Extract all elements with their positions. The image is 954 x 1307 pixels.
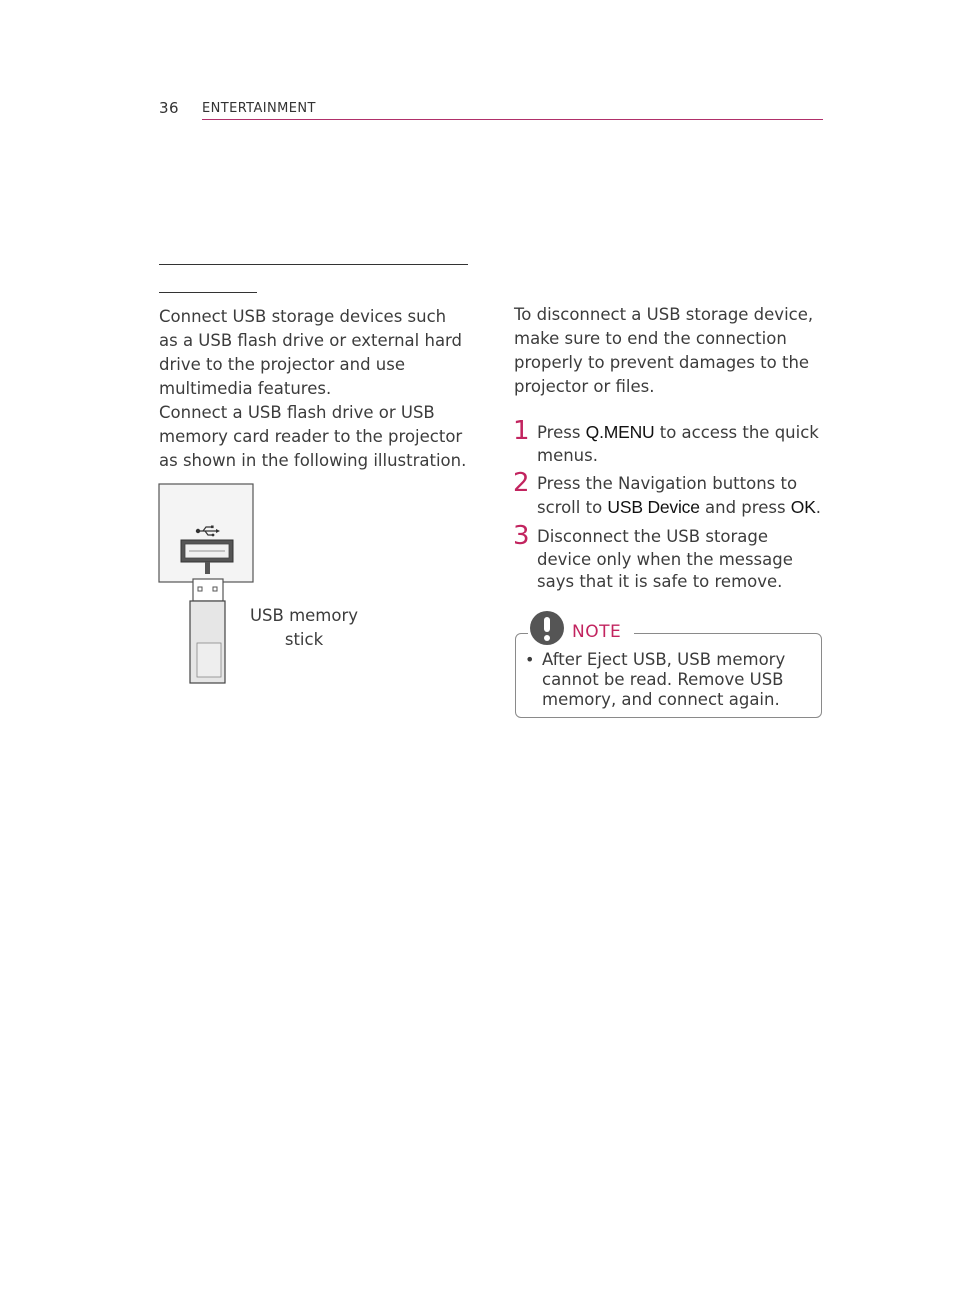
step-2-text: [537, 473, 827, 519]
step-2-key-usb-device: USB Device: [607, 496, 700, 517]
step-2-number: 2: [513, 468, 530, 498]
section-rule: [159, 264, 468, 265]
page-number: 36: [159, 99, 180, 117]
step-2-pre: Press the Navigation buttons to scroll to: [537, 474, 798, 517]
intro-paragraph: Connect USB storage devices such as a USB flash drive or external hard drive to the projector and use multimedia features.: [159, 307, 463, 398]
step-3-text: Disconnect the USB storage device only when the message says that it is safe to remove.: [537, 527, 793, 591]
step-1-text: [537, 421, 827, 467]
subsection-rule: [159, 292, 257, 293]
step-2-mid: and press: [699, 497, 791, 517]
connect-paragraph: Connect a USB flash drive or USB memory card reader to the projector as shown in the following illustration.: [159, 403, 467, 470]
header-rule: [202, 119, 823, 120]
section-title: ENTERTAINMENT: [202, 101, 316, 116]
note-text: After Eject USB, USB memory cannot be read. Remove USB memory, and connect again.: [542, 650, 786, 709]
disconnect-intro: To disconnect a USB storage device, make sure to end the connection properly to prevent damages to the projector or files.: [514, 305, 814, 396]
step-1-key: Q.MENU: [585, 422, 655, 442]
step-1-post: to access the quick menus.: [537, 423, 819, 465]
step-2-post: .: [815, 497, 821, 517]
step-3-number: 3: [513, 521, 530, 551]
step-1-pre: Press: [537, 423, 586, 442]
exclamation-icon: [530, 611, 564, 645]
usb-memory-stick-label: USB memory stick: [249, 606, 359, 649]
note-title: NOTE: [572, 622, 622, 642]
step-2-key-ok: OK: [790, 496, 816, 517]
usb-connection-illustration: [158, 483, 258, 688]
step-1-number: 1: [513, 416, 530, 446]
note-bullet: •: [525, 650, 535, 669]
